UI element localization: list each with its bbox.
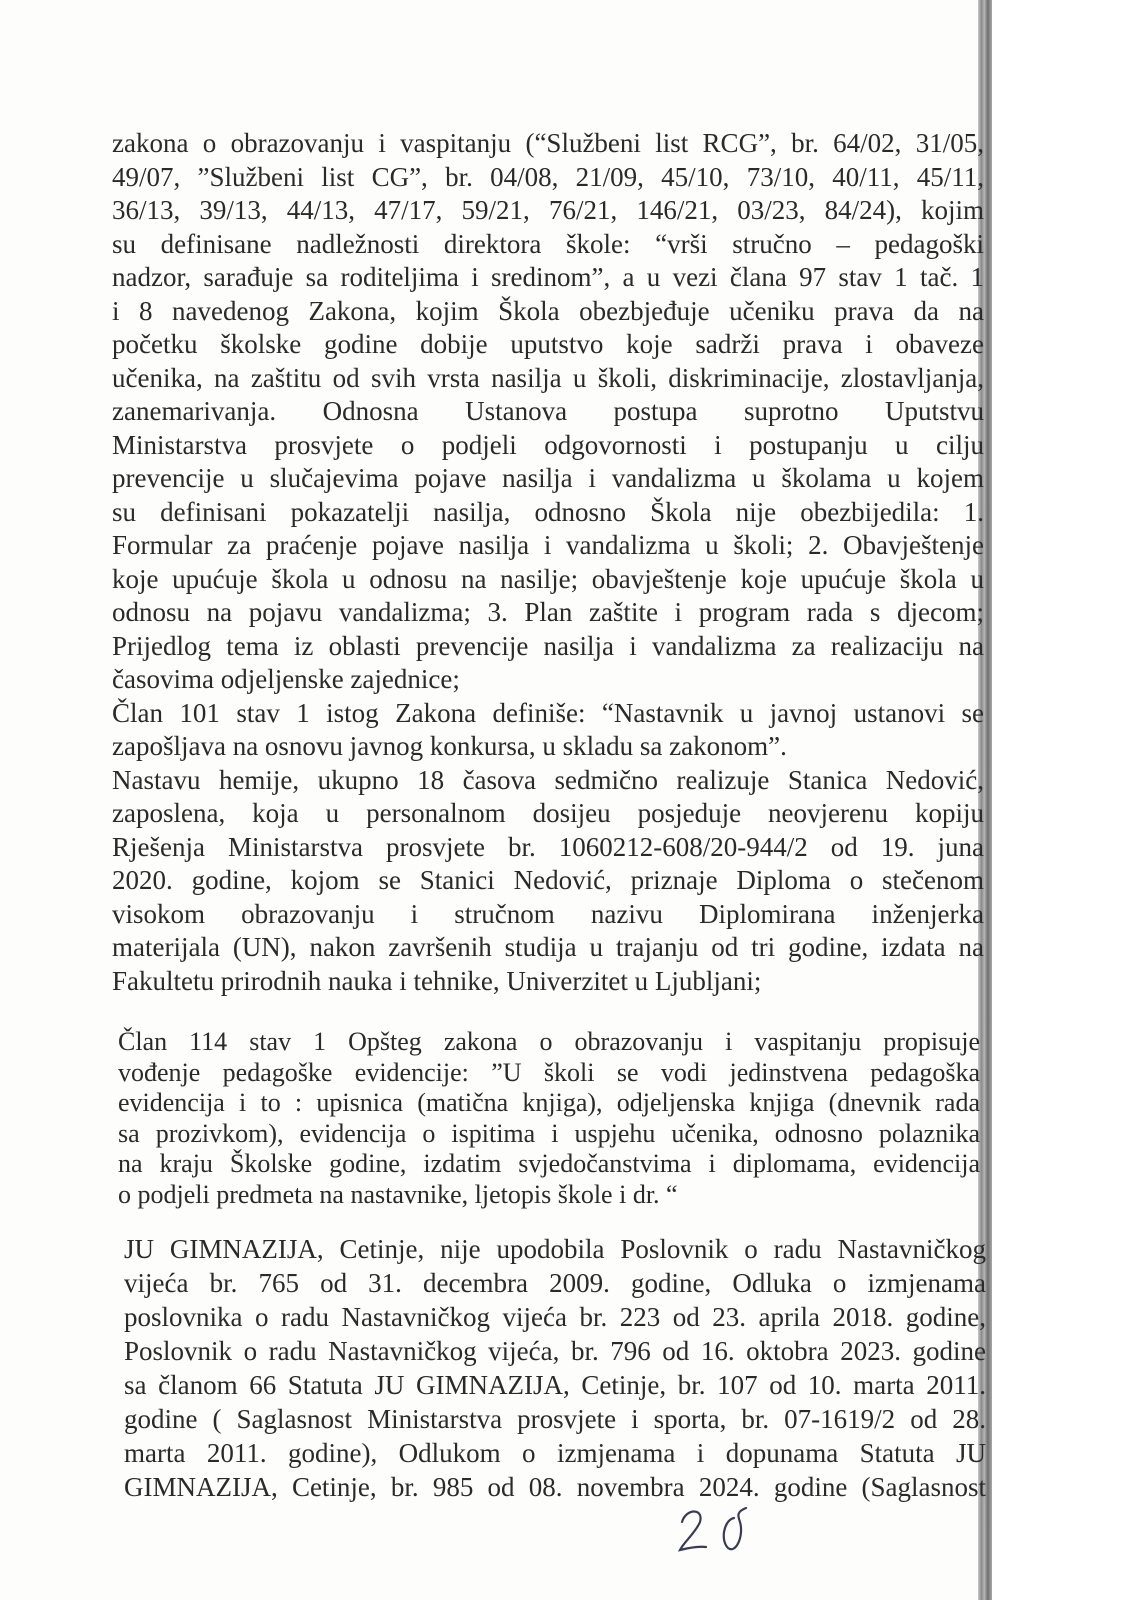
text-line: prevencije u slučajevima pojave nasilja i vandalizma u školama u kojem: [112, 463, 984, 493]
text-line: sa članom 66 Statuta JU GIMNAZIJA, Cetinje, br. 107 od 10. marta 2011.: [124, 1370, 986, 1400]
text-line: marta 2011. godine), Odlukom o izmjenama i dopunama Statuta JU: [124, 1438, 986, 1468]
text-line: početku školske godine dobije uputstvo koje sadrži prava i obaveze: [112, 329, 984, 359]
text-line: Prijedlog tema iz oblasti prevencije nasilja i vandalizma za realizaciju na: [112, 630, 984, 661]
text-line: Nastavu hemije, ukupno 18 časova sedmično realizuje Stanica Nedović,: [112, 764, 984, 795]
text-line: su definisane nadležnosti direktora škole: “vrši stručno – pedagoški: [112, 228, 984, 259]
text-line: Član 101 stav 1 istog Zakona definiše: “Nastavnik u javnoj ustanovi se: [112, 697, 984, 728]
text-line: evidencija i to : upisnica (matična knjiga), odjeljenska knjiga (dnevnik rada: [118, 1088, 980, 1117]
text-line: godine ( Saglasnost Ministarstva prosvjete i sporta, br. 07-1619/2 od 28.: [124, 1404, 986, 1434]
text-line: su definisani pokazatelji nasilja, odnosno Škola nije obezbijedila: 1.: [112, 496, 984, 527]
text-line: nadzor, sarađuje sa roditeljima i sredinom”, a u vezi člana 97 stav 1 tač. 1: [112, 262, 984, 292]
text-line: materijala (UN), nakon završenih studija u trajanju od tri godine, izdata na: [112, 932, 984, 962]
text-line: učenika, na zaštitu od svih vrsta nasilja u školi, diskriminacije, zlostavljanja,: [112, 362, 984, 393]
paragraph-pedagogical-records: [118, 1027, 980, 1210]
paragraph-gimnazija-rules: [124, 1232, 986, 1504]
text-line: 36/13, 39/13, 44/13, 47/17, 59/21, 76/21, 146/21, 03/23, 84/24), kojim: [112, 195, 984, 225]
text-line: na kraju Školske godine, izdatim svjedočanstvima i diplomama, evidencija: [118, 1149, 980, 1178]
text-line: Član 114 stav 1 Opšteg zakona o obrazovanju i vaspitanju propisuje: [118, 1027, 980, 1056]
text-line: visokom obrazovanju i stručnom nazivu Diplomirana inženjerka: [112, 898, 984, 929]
paragraph-legal-provisions: [112, 127, 984, 998]
text-line: zakona o obrazovanju i vaspitanju (“Službeni list RCG”, br. 64/02, 31/05,: [112, 128, 984, 158]
text-line: sa prozivkom), evidencija o ispitima i uspjehu učenika, odnosno polaznika: [118, 1118, 980, 1148]
text-line: vođenje pedagoške evidencije: ”U školi se vodi jedinstvena pedagoška: [118, 1057, 980, 1087]
text-line: JU GIMNAZIJA, Cetinje, nije upodobila Poslovnik o radu Nastavničkog: [124, 1234, 986, 1264]
text-line: 2020. godine, kojom se Stanici Nedović, priznaje Diploma o stečenom: [112, 865, 984, 895]
scan-margin-right: [992, 0, 1132, 1600]
text-line: zanemarivanja. Odnosna Ustanova postupa suprotno Uputstvu: [112, 396, 984, 426]
text-line: Poslovnik o radu Nastavničkog vijeća, br. 796 od 16. oktobra 2023. godine: [124, 1336, 986, 1366]
text-line: Ministarstva prosvjete o podjeli odgovornosti i postupanju u cilju: [112, 429, 984, 460]
text-line: Fakultetu prirodnih nauka i tehnike, Univerzitet u Ljubljani;: [112, 965, 762, 996]
text-line: časovima odjeljenske zajednice;: [112, 664, 460, 694]
text-line: GIMNAZIJA, Cetinje, br. 985 od 08. novembra 2024. godine (Saglasnost: [124, 1472, 986, 1502]
text-line: i 8 navedenog Zakona, kojim Škola obezbjeđuje učeniku prava da na: [112, 295, 984, 326]
text-line: poslovnika o radu Nastavničkog vijeća br. 223 od 23. aprila 2018. godine,: [124, 1302, 986, 1332]
text-line: vijeća br. 765 od 31. decembra 2009. godine, Odluka o izmjenama: [124, 1268, 986, 1298]
text-line: 49/07, ”Službeni list CG”, br. 04/08, 21/09, 45/10, 73/10, 40/11, 45/11,: [112, 161, 984, 192]
text-line: Rješenja Ministarstva prosvjete br. 1060212-608/20-944/2 od 19. juna: [112, 831, 984, 862]
text-line: o podjeli predmeta na nastavnike, ljetopis škole i dr. “: [118, 1179, 678, 1209]
text-line: Formular za praćenje pojave nasilja i vandalizma u školi; 2. Obavještenje: [112, 530, 984, 560]
handwritten-page-number: [674, 1500, 764, 1560]
text-line: odnosu na pojavu vandalizma; 3. Plan zaštite i program rada s djecom;: [112, 597, 984, 627]
text-line: zaposlena, koja u personalnom dosijeu posjeduje neovjerenu kopiju: [112, 798, 984, 828]
text-line: zapošljava na osnovu javnog konkursa, u skladu sa zakonom”.: [112, 731, 787, 761]
text-line: koje upućuje škola u odnosu na nasilje; obavještenje koje upućuje škola u: [112, 563, 984, 594]
